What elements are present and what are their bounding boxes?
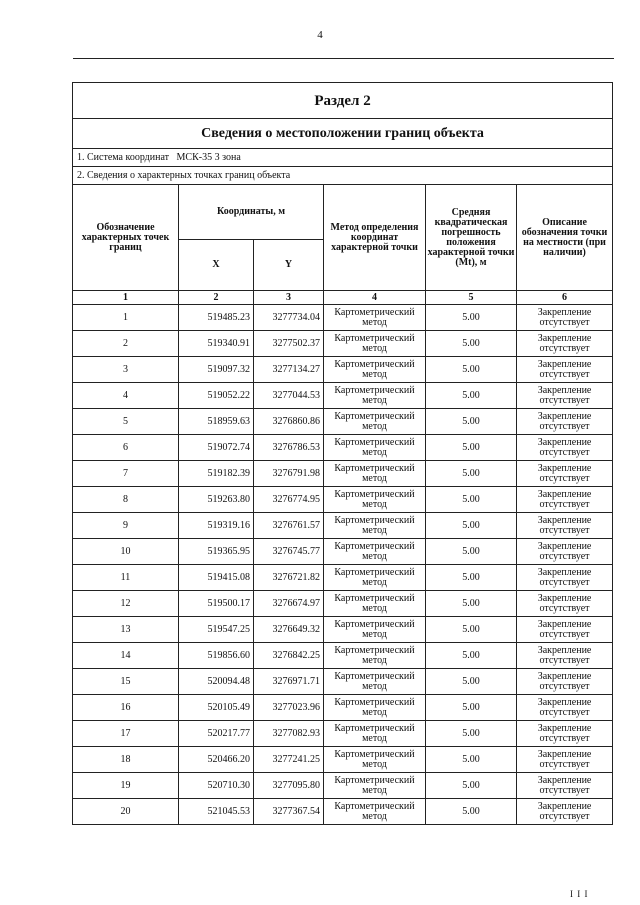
coord-y-cell: 3276842.25 <box>254 643 324 669</box>
method-cell: Картометрический метод <box>324 799 426 825</box>
method-cell: Картометрический метод <box>324 591 426 617</box>
method-cell: Картометрический метод <box>324 305 426 331</box>
table-row <box>73 721 613 747</box>
error-cell: 5.00 <box>426 305 517 331</box>
coord-y-cell: 3276786.53 <box>254 435 324 461</box>
method-cell: Картометрический метод <box>324 539 426 565</box>
point-number-cell: 12 <box>73 591 179 617</box>
error-cell: 5.00 <box>426 539 517 565</box>
description-cell: Закрепление отсутствует <box>517 487 613 513</box>
header-method: Метод определения координат характерной точки <box>324 185 426 291</box>
description-cell: Закрепление отсутствует <box>517 669 613 695</box>
coord-y-cell: 3276791.98 <box>254 461 324 487</box>
point-number-cell: 8 <box>73 487 179 513</box>
coord-x-cell: 519097.32 <box>179 357 254 383</box>
error-cell: 5.00 <box>426 799 517 825</box>
error-cell: 5.00 <box>426 461 517 487</box>
table-row <box>73 383 613 409</box>
error-cell: 5.00 <box>426 487 517 513</box>
point-number-cell: 18 <box>73 747 179 773</box>
point-number-cell: 15 <box>73 669 179 695</box>
error-cell: 5.00 <box>426 565 517 591</box>
section-title: Раздел 2 <box>73 83 613 119</box>
top-divider <box>73 58 614 59</box>
coord-x-cell: 519072.74 <box>179 435 254 461</box>
table-row <box>73 357 613 383</box>
page-number: 4 <box>317 29 323 41</box>
coord-system-label: 1. Система координат <box>77 151 170 163</box>
table-row <box>73 513 613 539</box>
error-cell: 5.00 <box>426 721 517 747</box>
description-cell: Закрепление отсутствует <box>517 617 613 643</box>
error-cell: 5.00 <box>426 383 517 409</box>
description-cell: Закрепление отсутствует <box>517 721 613 747</box>
point-number-cell: 4 <box>73 383 179 409</box>
coord-x-cell: 520710.30 <box>179 773 254 799</box>
column-number: 6 <box>517 291 613 305</box>
column-number: 3 <box>254 291 324 305</box>
header-y: Y <box>254 240 324 291</box>
error-cell: 5.00 <box>426 617 517 643</box>
method-cell: Картометрический метод <box>324 617 426 643</box>
description-cell: Закрепление отсутствует <box>517 331 613 357</box>
column-number: 1 <box>73 291 179 305</box>
description-cell: Закрепление отсутствует <box>517 539 613 565</box>
description-cell: Закрепление отсутствует <box>517 773 613 799</box>
table-row <box>73 539 613 565</box>
coord-x-cell: 519340.91 <box>179 331 254 357</box>
coord-x-cell: 519856.60 <box>179 643 254 669</box>
table-row <box>73 487 613 513</box>
table-row <box>73 461 613 487</box>
description-cell: Закрепление отсутствует <box>517 747 613 773</box>
coord-y-cell: 3276971.71 <box>254 669 324 695</box>
description-cell: Закрепление отсутствует <box>517 409 613 435</box>
method-cell: Картометрический метод <box>324 461 426 487</box>
coord-y-cell: 3276674.97 <box>254 591 324 617</box>
coord-y-cell: 3277734.04 <box>254 305 324 331</box>
description-cell: Закрепление отсутствует <box>517 461 613 487</box>
point-number-cell: 20 <box>73 799 179 825</box>
method-cell: Картометрический метод <box>324 409 426 435</box>
point-number-cell: 10 <box>73 539 179 565</box>
error-cell: 5.00 <box>426 669 517 695</box>
description-cell: Закрепление отсутствует <box>517 383 613 409</box>
column-number: 2 <box>179 291 254 305</box>
coord-x-cell: 519182.39 <box>179 461 254 487</box>
footer-mark: I I I <box>570 889 589 899</box>
header-coordinates: Координаты, м <box>179 185 324 240</box>
method-cell: Картометрический метод <box>324 331 426 357</box>
error-cell: 5.00 <box>426 513 517 539</box>
coord-x-cell: 519415.08 <box>179 565 254 591</box>
coord-x-cell: 519263.80 <box>179 487 254 513</box>
coord-y-cell: 3277367.54 <box>254 799 324 825</box>
error-cell: 5.00 <box>426 773 517 799</box>
table-row <box>73 435 613 461</box>
table-row <box>73 331 613 357</box>
coord-x-cell: 519485.23 <box>179 305 254 331</box>
point-number-cell: 5 <box>73 409 179 435</box>
point-number-cell: 16 <box>73 695 179 721</box>
coord-x-cell: 519319.16 <box>179 513 254 539</box>
header-designation: Обозначение характерных точек границ <box>73 185 179 291</box>
coord-y-cell: 3277241.25 <box>254 747 324 773</box>
document-title: Сведения о местоположении границ объекта <box>73 119 613 149</box>
method-cell: Картометрический метод <box>324 565 426 591</box>
header-x: X <box>179 240 254 291</box>
method-cell: Картометрический метод <box>324 357 426 383</box>
coord-y-cell: 3277502.37 <box>254 331 324 357</box>
coord-y-cell: 3277044.53 <box>254 383 324 409</box>
coord-y-cell: 3276860.86 <box>254 409 324 435</box>
description-cell: Закрепление отсутствует <box>517 513 613 539</box>
method-cell: Картометрический метод <box>324 435 426 461</box>
method-cell: Картометрический метод <box>324 721 426 747</box>
coord-x-cell: 520217.77 <box>179 721 254 747</box>
coord-y-cell: 3276721.82 <box>254 565 324 591</box>
point-number-cell: 6 <box>73 435 179 461</box>
table-row <box>73 669 613 695</box>
error-cell: 5.00 <box>426 409 517 435</box>
point-number-cell: 19 <box>73 773 179 799</box>
coord-x-cell: 519500.17 <box>179 591 254 617</box>
method-cell: Картометрический метод <box>324 643 426 669</box>
points-heading: 2. Сведения о характерных точках границ объекта <box>73 167 613 185</box>
error-cell: 5.00 <box>426 357 517 383</box>
point-number-cell: 17 <box>73 721 179 747</box>
header-error: Средняя квадратическая погрешность положения характерной точки (Mt), м <box>426 185 517 291</box>
method-cell: Картометрический метод <box>324 773 426 799</box>
method-cell: Картометрический метод <box>324 487 426 513</box>
point-number-cell: 7 <box>73 461 179 487</box>
description-cell: Закрепление отсутствует <box>517 799 613 825</box>
description-cell: Закрепление отсутствует <box>517 435 613 461</box>
point-number-cell: 2 <box>73 331 179 357</box>
description-cell: Закрепление отсутствует <box>517 695 613 721</box>
error-cell: 5.00 <box>426 331 517 357</box>
table-row <box>73 643 613 669</box>
table-row <box>73 305 613 331</box>
coord-system-line <box>73 149 613 167</box>
coord-x-cell: 520105.49 <box>179 695 254 721</box>
table-row <box>73 565 613 591</box>
point-number-cell: 13 <box>73 617 179 643</box>
table-row <box>73 695 613 721</box>
error-cell: 5.00 <box>426 643 517 669</box>
coord-x-cell: 521045.53 <box>179 799 254 825</box>
error-cell: 5.00 <box>426 591 517 617</box>
coord-y-cell: 3276774.95 <box>254 487 324 513</box>
coord-y-cell: 3277134.27 <box>254 357 324 383</box>
table-row <box>73 409 613 435</box>
coord-y-cell: 3276761.57 <box>254 513 324 539</box>
description-cell: Закрепление отсутствует <box>517 305 613 331</box>
column-number: 4 <box>324 291 426 305</box>
coord-y-cell: 3276649.32 <box>254 617 324 643</box>
table-row <box>73 591 613 617</box>
error-cell: 5.00 <box>426 435 517 461</box>
method-cell: Картометрический метод <box>324 695 426 721</box>
coord-x-cell: 519365.95 <box>179 539 254 565</box>
coord-system-value: МСК-35 3 зона <box>176 151 241 163</box>
point-number-cell: 3 <box>73 357 179 383</box>
error-cell: 5.00 <box>426 747 517 773</box>
method-cell: Картометрический метод <box>324 747 426 773</box>
point-number-cell: 11 <box>73 565 179 591</box>
point-number-cell: 14 <box>73 643 179 669</box>
table-row <box>73 617 613 643</box>
boundary-table <box>72 82 613 825</box>
table-row <box>73 799 613 825</box>
error-cell: 5.00 <box>426 695 517 721</box>
coord-y-cell: 3276745.77 <box>254 539 324 565</box>
description-cell: Закрепление отсутствует <box>517 643 613 669</box>
point-number-cell: 1 <box>73 305 179 331</box>
coord-x-cell: 519052.22 <box>179 383 254 409</box>
description-cell: Закрепление отсутствует <box>517 357 613 383</box>
method-cell: Картометрический метод <box>324 513 426 539</box>
coord-y-cell: 3277023.96 <box>254 695 324 721</box>
coord-x-cell: 518959.63 <box>179 409 254 435</box>
column-number: 5 <box>426 291 517 305</box>
coord-y-cell: 3277082.93 <box>254 721 324 747</box>
coord-x-cell: 520466.20 <box>179 747 254 773</box>
coord-y-cell: 3277095.80 <box>254 773 324 799</box>
table-row <box>73 747 613 773</box>
header-description: Описание обозначения точки на местности (при наличии) <box>517 185 613 291</box>
point-number-cell: 9 <box>73 513 179 539</box>
description-cell: Закрепление отсутствует <box>517 565 613 591</box>
coord-x-cell: 519547.25 <box>179 617 254 643</box>
description-cell: Закрепление отсутствует <box>517 591 613 617</box>
method-cell: Картометрический метод <box>324 383 426 409</box>
table-row <box>73 773 613 799</box>
method-cell: Картометрический метод <box>324 669 426 695</box>
coord-x-cell: 520094.48 <box>179 669 254 695</box>
